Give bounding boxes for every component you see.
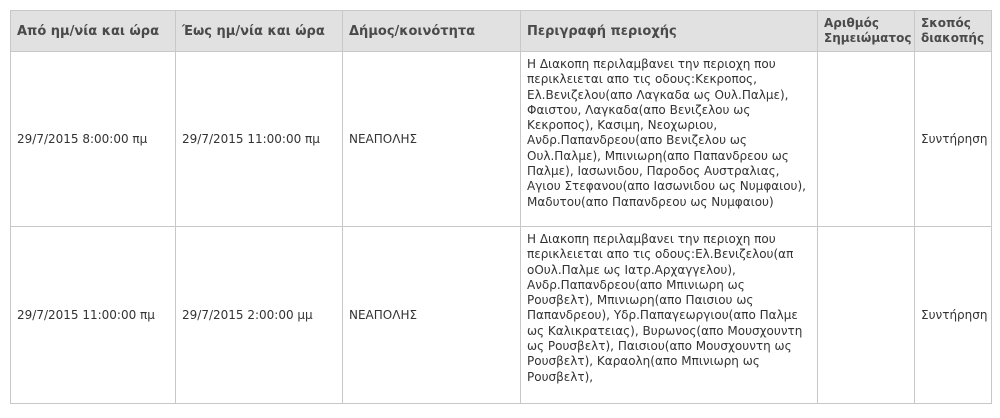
cell-memo-number [818,52,915,227]
header-from-datetime[interactable]: Από ημ/νία και ώρα [11,11,176,52]
table-row [11,227,992,404]
table-header-row [11,11,992,52]
cell-municipality: ΝΕΑΠΟΛΗΣ [343,227,521,404]
cell-to-datetime: 29/7/2015 11:00:00 πμ [176,52,343,227]
cell-memo-number [818,227,915,404]
cell-to-datetime: 29/7/2015 2:00:00 μμ [176,227,343,404]
header-to-datetime[interactable]: Έως ημ/νία και ώρα [176,11,343,52]
header-purpose[interactable]: Σκοπός διακοπής [915,11,992,52]
cell-purpose: Συντήρηση [915,52,992,227]
cell-municipality: ΝΕΑΠΟΛΗΣ [343,52,521,227]
cell-area-description: Η Διακοπη περιλαμβανει την περιοχη που περικλειεται απο τις οδους:Ελ.Βενιζελου(απ οΟυλ.Παλμε ως Ιατρ.Αρχαγγελου), Ανδρ.Παπανδρεου(απο Μπινιωρη ως Ρουσβελτ), Μπινιωρη(απο Παισιου ως Παπανδρεου), Υδρ.Παπαγεωργιου(απο Παλμε ως Καλικρατειας), Βυρωνος(απο Μουσχουντη ως Ρουσβελτ), Παισιου(απο Μουσχουντη ως Ρουσβελτ), Καραολη(απο Μπινιωρη ως Ρουσβελτ), [521,227,818,404]
cell-area-description: Η Διακοπη περιλαμβανει την περιοχη που περικλειεται απο τις οδους:Κεκροπος, Ελ.Βενιζελου(απο Λαγκαδα ως Ουλ.Παλμε), Φαιστου, Λαγκαδα(απο Βενιζελου ως Κεκροπος), Κασιμη, Νεοχωριου, Ανδρ.Παπανδρεου(απο Βενιζελου ως Ουλ.Παλμε), Μπινιωρη(απο Παπανδρεου ως Παλμε), Ιασωνιδου, Παροδος Αυστραλιας, Αγιου Στεφανου(απο Ιασωνιδου ως Νυμφαιου), Μαδυτου(απο Παπανδρεου ως Νυμφαιου) [521,52,818,227]
cell-purpose: Συντήρηση [915,227,992,404]
cell-from-datetime: 29/7/2015 11:00:00 πμ [11,227,176,404]
table-row [11,52,992,227]
header-municipality[interactable]: Δήμος/κοινότητα [343,11,521,52]
outage-table [10,10,992,404]
cell-from-datetime: 29/7/2015 8:00:00 πμ [11,52,176,227]
header-area-description[interactable]: Περιγραφή περιοχής [521,11,818,52]
header-memo-number[interactable]: Αριθμός Σημειώματος [818,11,915,52]
